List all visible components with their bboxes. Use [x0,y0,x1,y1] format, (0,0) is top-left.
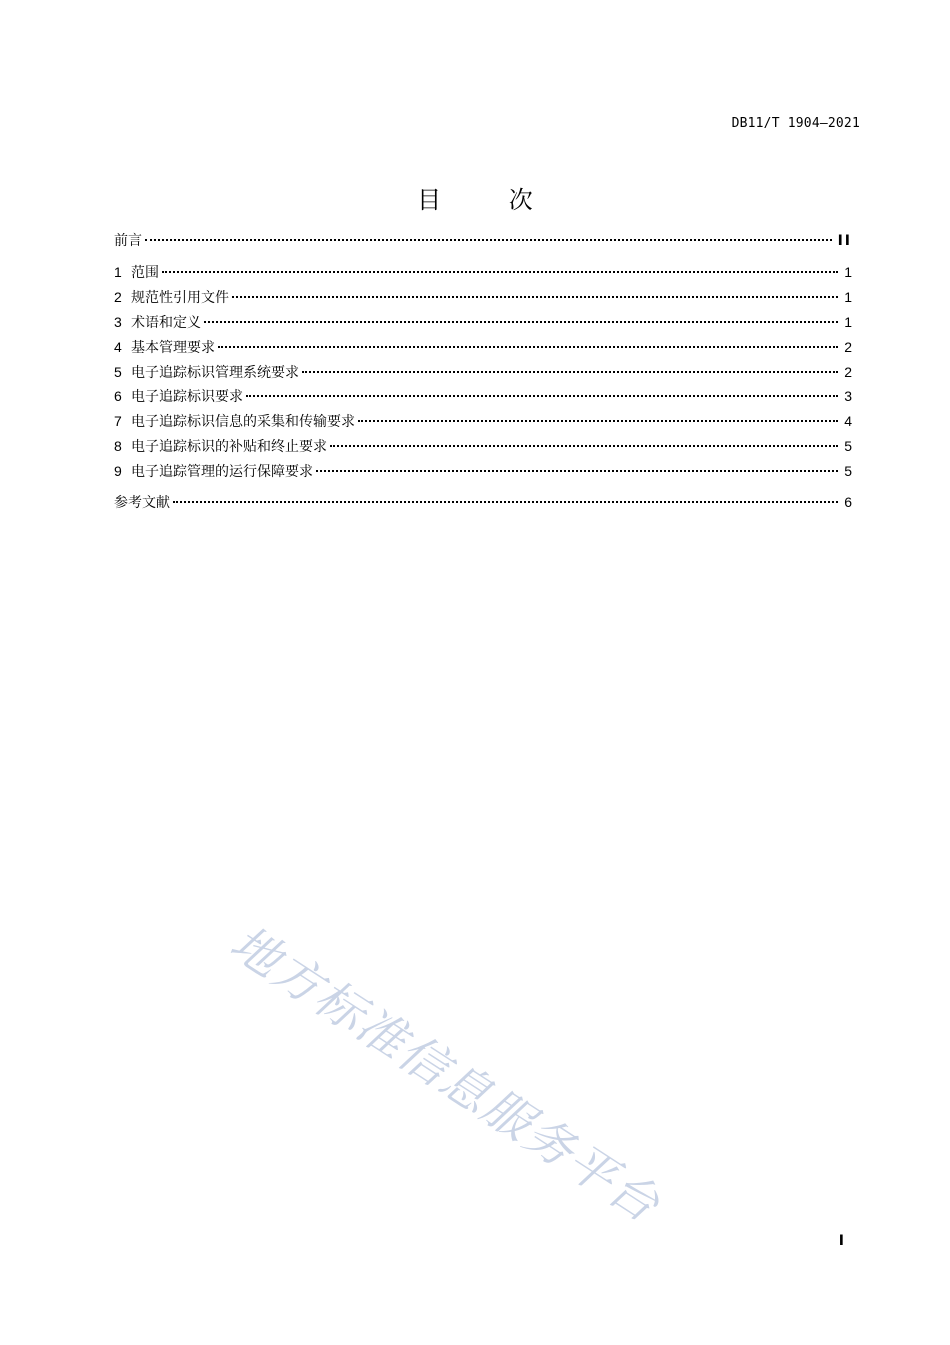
toc-entry-references[interactable] [114,492,852,512]
toc-leader-dots [316,470,838,472]
toc-entry-title: 术语和定义 [131,315,201,331]
toc-entry-number: 7 [114,413,122,429]
toc-entry-number: 8 [114,438,122,454]
toc-entry-title: 电子追踪标识的补贴和终止要求 [131,439,327,455]
toc-entry-7[interactable] [114,411,852,431]
toc-entry-9[interactable] [114,461,852,481]
toc-entry-title: 基本管理要求 [131,340,215,356]
toc-entry-6[interactable] [114,386,852,406]
toc-entry-2[interactable] [114,287,852,307]
toc-entry-page: 1 [844,314,852,330]
watermark: 地方标准信息服务平台 [220,914,671,1235]
toc-entry-5[interactable] [114,362,852,382]
toc-entry-number: 4 [114,339,122,355]
page-number: I [838,1233,844,1249]
toc-entry-1[interactable] [114,262,852,282]
toc-entry-3[interactable] [114,312,852,332]
toc-leader-dots [358,420,838,422]
toc-entry-page: 2 [844,364,852,380]
page-title: 目 次 [417,186,563,214]
toc-entry-8[interactable] [114,436,852,456]
toc-entry-title: 范围 [131,265,159,281]
toc-entry-title: 参考文献 [114,495,170,511]
toc-leader-dots [173,501,838,503]
document-code: DB11/T 1904—2021 [731,116,860,131]
toc-entry-number: 3 [114,314,122,330]
toc-entry-page: 6 [844,494,852,510]
toc-entry-preface[interactable] [114,231,852,251]
toc-leader-dots [232,296,838,298]
toc-entry-title: 电子追踪标识要求 [131,389,243,405]
toc-entry-page: 2 [844,339,852,355]
toc-entry-page: II [837,233,852,249]
toc-entry-page: 1 [844,264,852,280]
toc-entry-page: 1 [844,289,852,305]
toc-entry-number: 2 [114,289,122,305]
toc-leader-dots [330,445,838,447]
toc-entry-title: 电子追踪管理的运行保障要求 [131,464,313,480]
toc-entry-number: 5 [114,364,122,380]
toc-leader-dots [204,321,838,323]
toc-entry-page: 4 [844,413,852,429]
toc-entry-title: 规范性引用文件 [131,290,229,306]
toc-entry-page: 5 [844,438,852,454]
toc-entry-4[interactable] [114,337,852,357]
toc-leader-dots [246,395,838,397]
toc-entry-page: 3 [844,388,852,404]
toc-leader-dots [145,239,832,241]
toc-entry-title: 前言 [114,233,142,249]
toc-leader-dots [302,371,838,373]
toc-entry-number: 6 [114,388,122,404]
toc-entry-title: 电子追踪标识信息的采集和传输要求 [131,414,355,430]
toc-entry-number: 1 [114,264,122,280]
toc-entry-page: 5 [844,463,852,479]
toc-leader-dots [218,346,838,348]
toc-entry-number: 9 [114,463,122,479]
toc-entry-title: 电子追踪标识管理系统要求 [131,365,299,381]
toc-leader-dots [162,271,838,273]
